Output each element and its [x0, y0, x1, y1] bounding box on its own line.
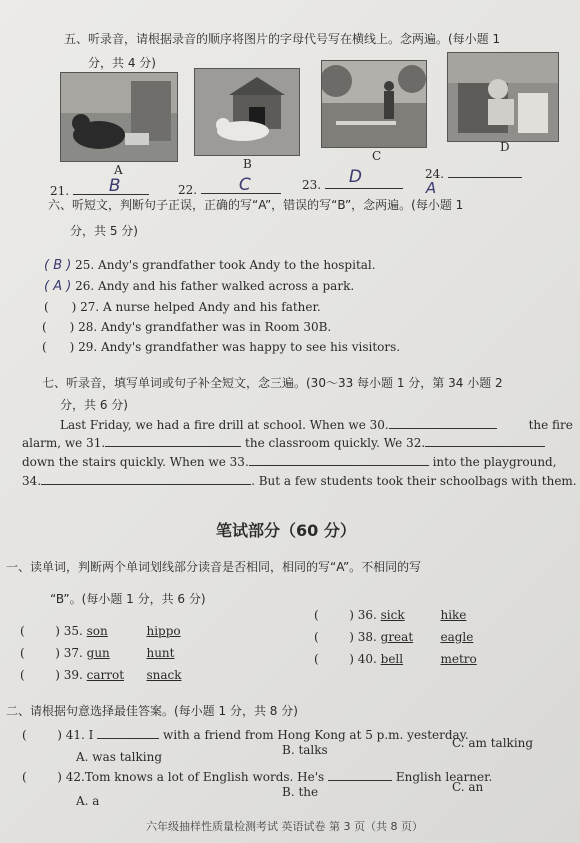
passage-line-1: Last Friday, we had a fire drill at school. When we 30. the fire [60, 418, 573, 432]
phonics-item: ( ) 39. carrot snack [20, 668, 182, 682]
section-6-title: 六、听短文，判断句子正误，正确的写“A”，错误的写“B”，念两遍。(每小题 1 [48, 198, 464, 212]
written-section-1-points: “B”。(每小题 1 分，共 6 分) [50, 592, 206, 606]
picture-a-cat [60, 72, 178, 162]
blank-32[interactable] [425, 434, 545, 447]
answer-paren[interactable]: ( ) [20, 624, 60, 638]
option-41-c[interactable]: C. am talking [452, 736, 534, 750]
phonics-item: ( ) 36. sick hike [314, 608, 467, 622]
answer-paren[interactable]: ( ) [22, 770, 62, 784]
question-41: ( ) 41. I with a friend from Hong Kong at 5 p.m. yesterday. [22, 728, 469, 742]
option-41-a[interactable]: A. was talking [76, 750, 163, 764]
answer-blank-21: 21. B [50, 182, 149, 198]
passage-line-3: down the stairs quickly. When we 33. into the playground, [22, 455, 557, 469]
answer-blank-24: 24. A [425, 165, 522, 181]
answer-paren[interactable]: ( ) [314, 652, 354, 666]
phonics-item: ( ) 35. son hippo [20, 624, 181, 638]
answer-paren[interactable]: ( ) [44, 300, 77, 314]
judgement-item: ( ) 28. Andy's grandfather was in Room 30B. [42, 320, 332, 334]
answer-paren[interactable]: ( ) [22, 728, 62, 742]
option-41-b[interactable]: B. talks [282, 743, 328, 757]
question-42: ( ) 42.Tom knows a lot of English words. He's English learner. [22, 770, 493, 784]
page-footer: 六年级抽样性质量检测考试 英语试卷 第 3 页（共 8 页） [146, 820, 423, 833]
section-7-title: 七、听录音，填写单词或句子补全短文，念三遍。(30～33 每小题 1 分，第 34 小题 2 [42, 376, 503, 390]
section-5-points: 分，共 4 分) [88, 56, 156, 70]
option-42-c[interactable]: C. an [452, 780, 484, 794]
blank-34[interactable] [41, 472, 251, 485]
written-section-2-title: 二、请根据句意选择最佳答案。(每小题 1 分，共 8 分) [6, 704, 298, 718]
blank-42[interactable] [328, 768, 392, 781]
passage-line-4: 34. . But a few students took their schoolbags with them. [22, 474, 577, 488]
answer-paren[interactable]: ( ) [42, 320, 75, 334]
written-section-1-title: 一、读单词，判断两个单词划线部分读音是否相同，相同的写“A”。不相同的写 [6, 560, 422, 574]
section-6-points: 分，共 5 分) [70, 224, 138, 238]
blank-33[interactable] [249, 453, 429, 466]
answer-blank-22: 22. C [178, 181, 281, 197]
phonics-item: ( ) 38. great eagle [314, 630, 474, 644]
judgement-item: ( ) 29. Andy's grandfather was happy to see his visitors. [42, 340, 401, 354]
picture-label-a: A [114, 163, 123, 177]
answer-paren[interactable]: ( ) [20, 668, 60, 682]
section-7-points: 分，共 6 分) [60, 398, 128, 412]
answer-paren[interactable]: ( ) [314, 608, 354, 622]
phonics-item: ( ) 37. gun hunt [20, 646, 175, 660]
option-42-b[interactable]: B. the [282, 785, 319, 799]
judgement-item: ( B ) 25. Andy's grandfather took Andy to the hospital. [44, 258, 376, 273]
picture-label-c: C [372, 149, 382, 163]
written-part-header: 笔试部分（60 分） [216, 521, 356, 540]
judgement-item: ( ) 27. A nurse helped Andy and his father. [44, 300, 321, 314]
answer-paren[interactable]: ( ) [314, 630, 354, 644]
answer-blank-23: 23. D [302, 176, 403, 192]
passage-line-2: alarm, we 31. the classroom quickly. We 32. [22, 434, 545, 450]
answer-paren[interactable]: ( B ) [44, 258, 72, 273]
picture-b-dog [194, 68, 300, 156]
option-42-a[interactable]: A. a [76, 794, 100, 808]
phonics-item: ( ) 40. bell metro [314, 652, 477, 666]
blank-41[interactable] [97, 726, 159, 739]
judgement-item: ( A ) 26. Andy and his father walked across a park. [44, 279, 355, 294]
answer-paren[interactable]: ( ) [42, 340, 75, 354]
section-5-title: 五、听录音，请根据录音的顺序将图片的字母代号写在横线上。念两遍。(每小题 1 [64, 32, 501, 46]
blank-30[interactable] [389, 416, 497, 429]
answer-paren[interactable]: ( ) [20, 646, 60, 660]
picture-label-d: D [500, 140, 510, 154]
blank-31[interactable] [105, 434, 241, 447]
picture-c-boy [321, 60, 427, 148]
picture-d-grandfather [447, 52, 559, 142]
answer-paren[interactable]: ( A ) [44, 279, 72, 294]
picture-label-b: B [243, 157, 252, 171]
